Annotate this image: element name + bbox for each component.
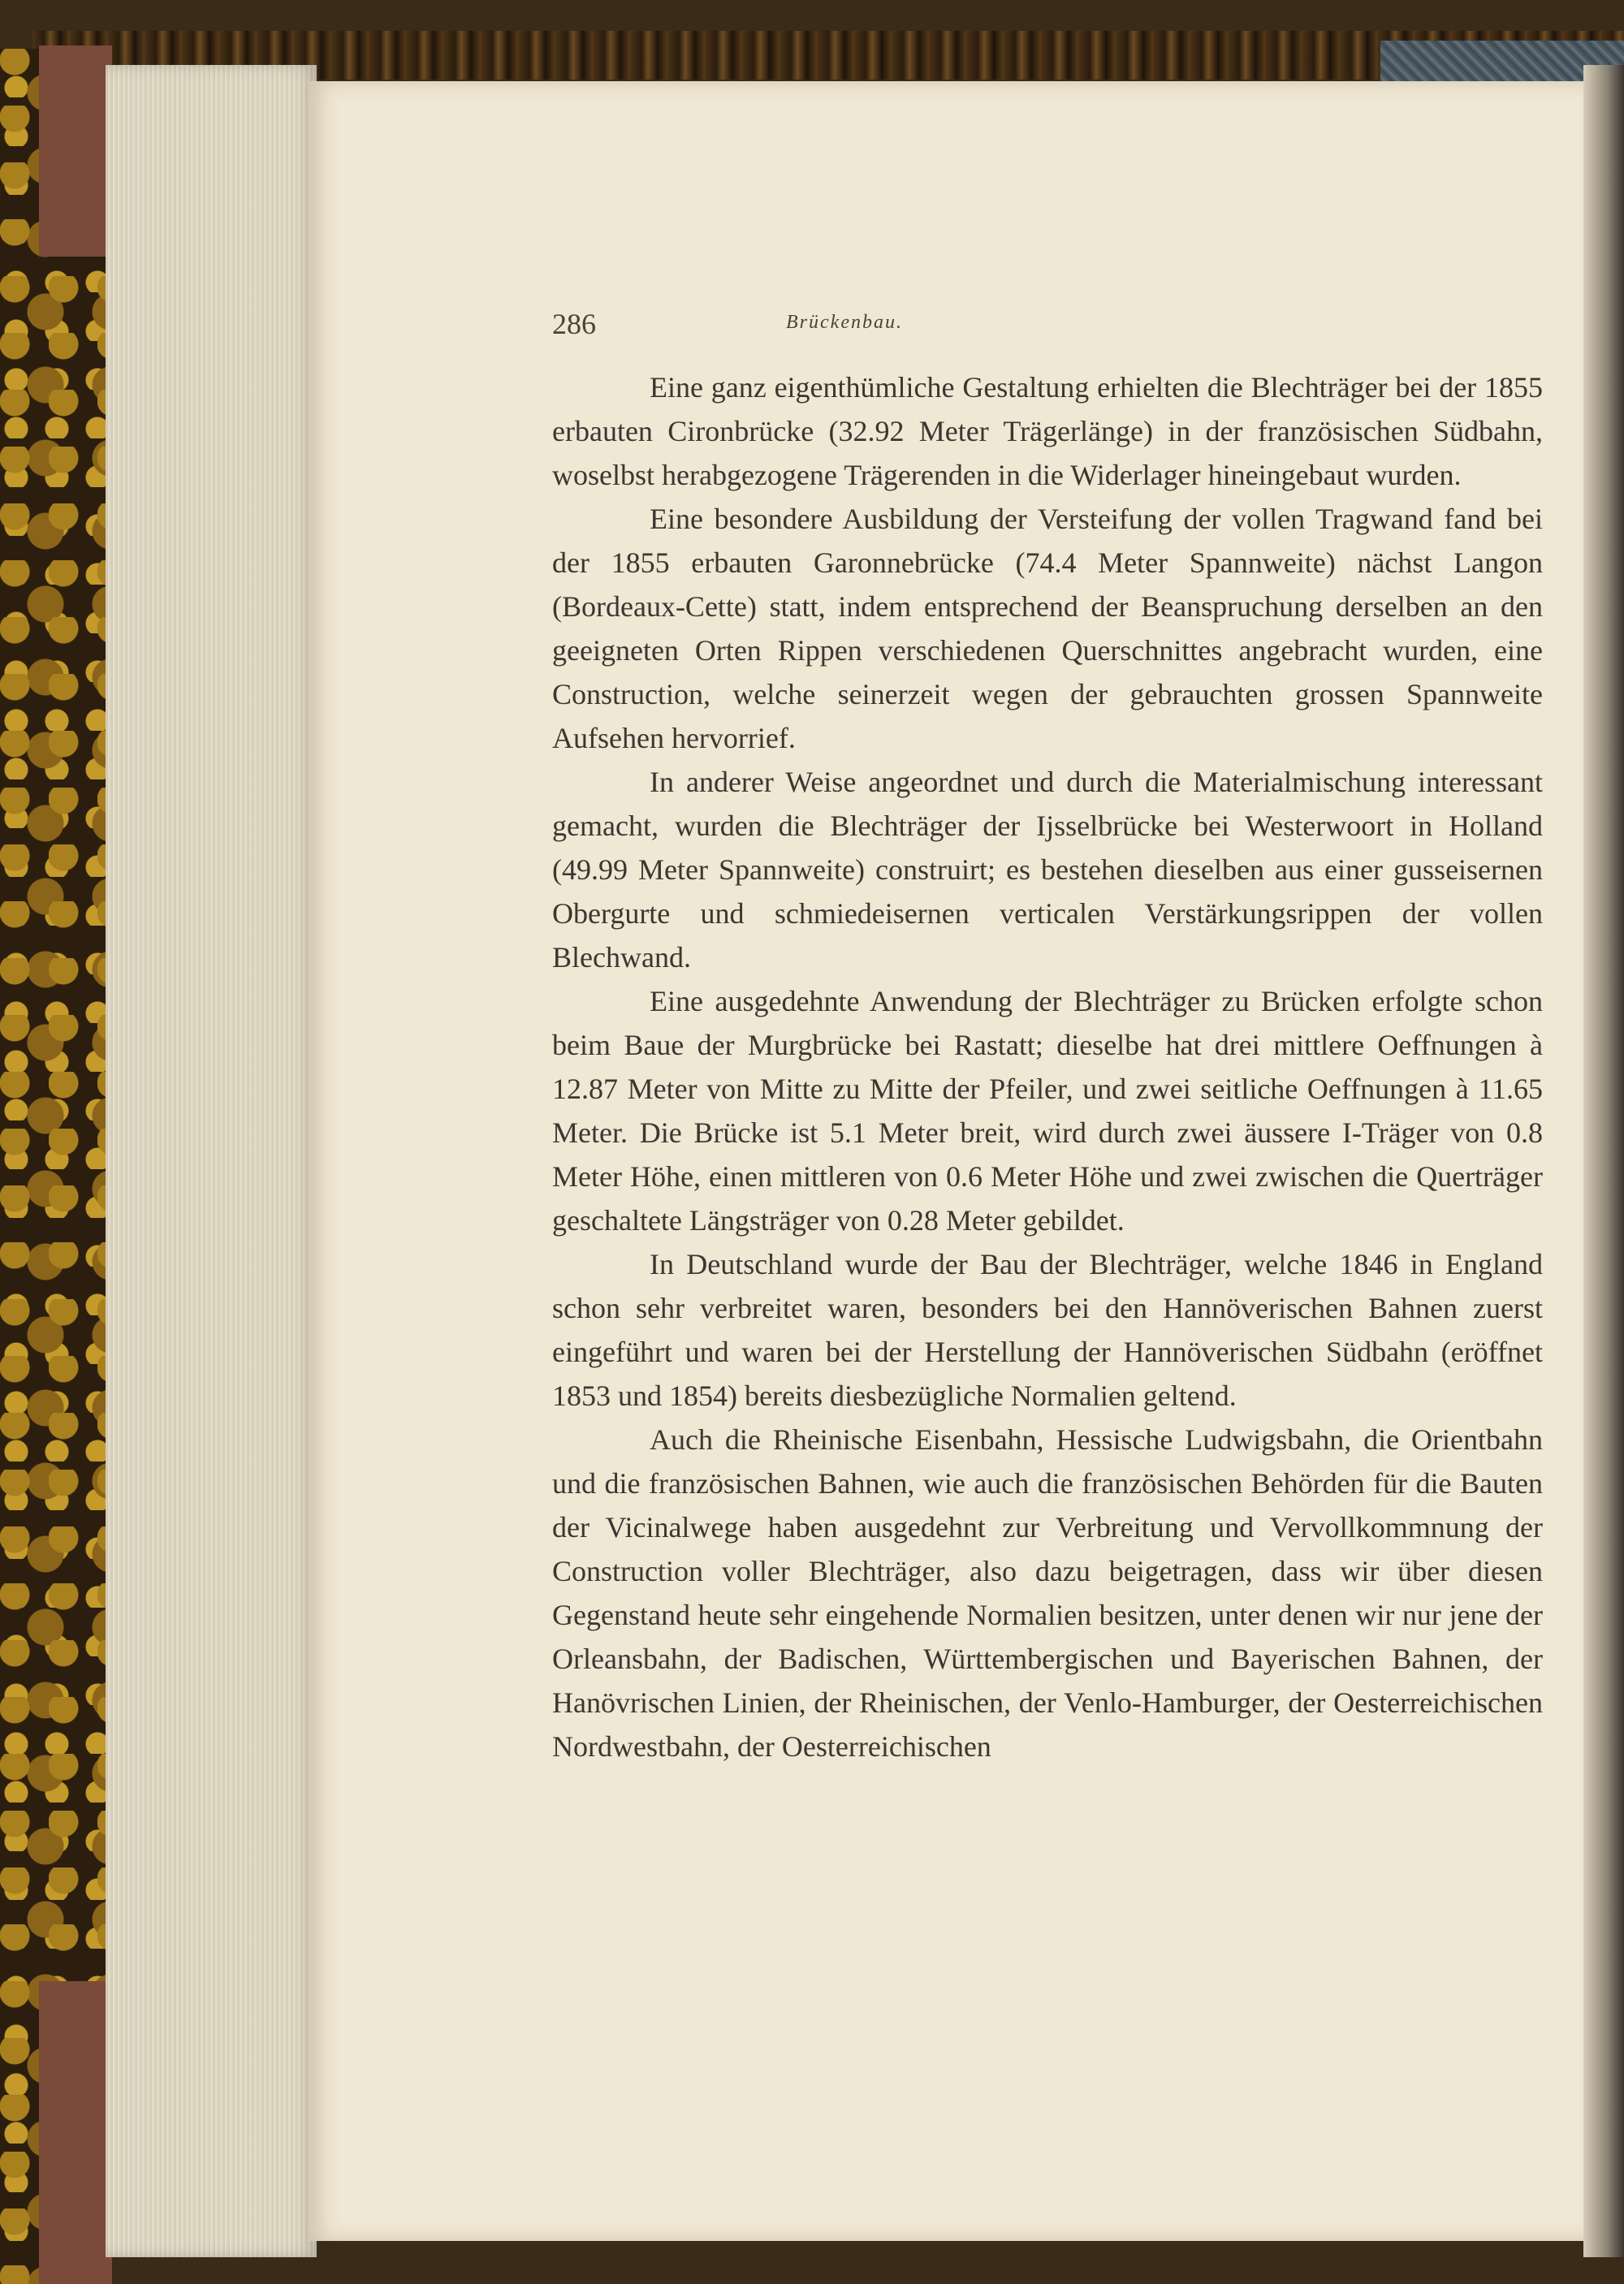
paragraph: Auch die Rheinische Eisenbahn, Hessische Ludwigsbahn, die Orientbahn und die französischen Bahnen, wie auch die französischen Behörden für die Bauten der Vicinalwege haben ausgedehnt zur Verbreitung und Vervollkommnung der Construction voller Blechträger, also dazu beigetragen, dass wir über diesen Gegenstand heute sehr eingehende Normalien besitzen, unter denen wir nur jene der Orleansbahn, der Badischen, Württembergischen und Bayerischen Bahnen, der Hanövrischen Linien, der Rheinischen, der Venlo-Hamburger, der Oesterreichischen Nordwestbahn, der Oesterreichischen [552,1423,1543,1763]
leather-corner-bottom [39,1981,112,2284]
page-number: 286 [552,308,596,340]
page-block-edge [106,65,317,2257]
body-text [552,365,1543,1768]
page-header [552,307,1137,348]
leather-corner-top [39,45,112,257]
paragraph: In anderer Weise angeordnet und durch die Materialmischung interessant gemacht, wurden die Blechträger der Ijsselbrücke bei Westerwoort in Holland (49.99 Meter Spannweite) construirt; es bestehen dieselben aus einer gusseisernen Obergurte und schmiedeisernen verticalen Verstärkungsrippen der vollen Blechwand. [552,766,1543,974]
gutter-shadow [1583,65,1624,2257]
paragraph: Eine ausgedehnte Anwendung der Blechträger zu Brücken erfolgte schon beim Baue der Murgbrücke bei Rastatt; dieselbe hat drei mittlere Oeffnungen à 12.87 Meter von Mitte zu Mitte der Pfeiler, und zwei seitliche Oeffnungen à 11.65 Meter. Die Brücke ist 5.1 Meter breit, wird durch zwei äussere I-Träger von 0.8 Meter Höhe, einen mittleren von 0.6 Meter Höhe und zwei zwischen die Querträger geschaltete Längsträger von 0.28 Meter gebildet. [552,985,1543,1237]
running-title: Brückenbau. [786,312,903,333]
paragraph: In Deutschland wurde der Bau der Blechträger, welche 1846 in England schon sehr verbreitet waren, besonders bei den Hannöverischen Bahnen zuerst eingeführt und waren bei der Herstellung der Hannöverischen Südbahn (eröffnet 1853 und 1854) bereits diesbezügliche Normalien geltend. [552,1248,1543,1412]
paragraph: Eine ganz eigenthümliche Gestaltung erhielten die Blechträger bei der 1855 erbauten Cironbrücke (32.92 Meter Trägerlänge) in der französischen Südbahn, woselbst herabgezogene Trägerenden in die Widerlager hineingebaut wurden. [552,371,1543,491]
marbled-cover [0,49,106,2284]
paragraph: Eine besondere Ausbildung der Versteifung der vollen Tragwand fand bei der 1855 erbauten Garonnebrücke (74.4 Meter Spannweite) nächst Langon (Bordeaux-Cette) statt, indem entsprechend der Beanspruchung derselben an den geeigneten Orten Rippen verschiedenen Querschnittes angebracht wurden, eine Construction, welche seinerzeit wegen der gebrauchten grossen Spannweite Aufsehen hervorrief. [552,503,1543,754]
